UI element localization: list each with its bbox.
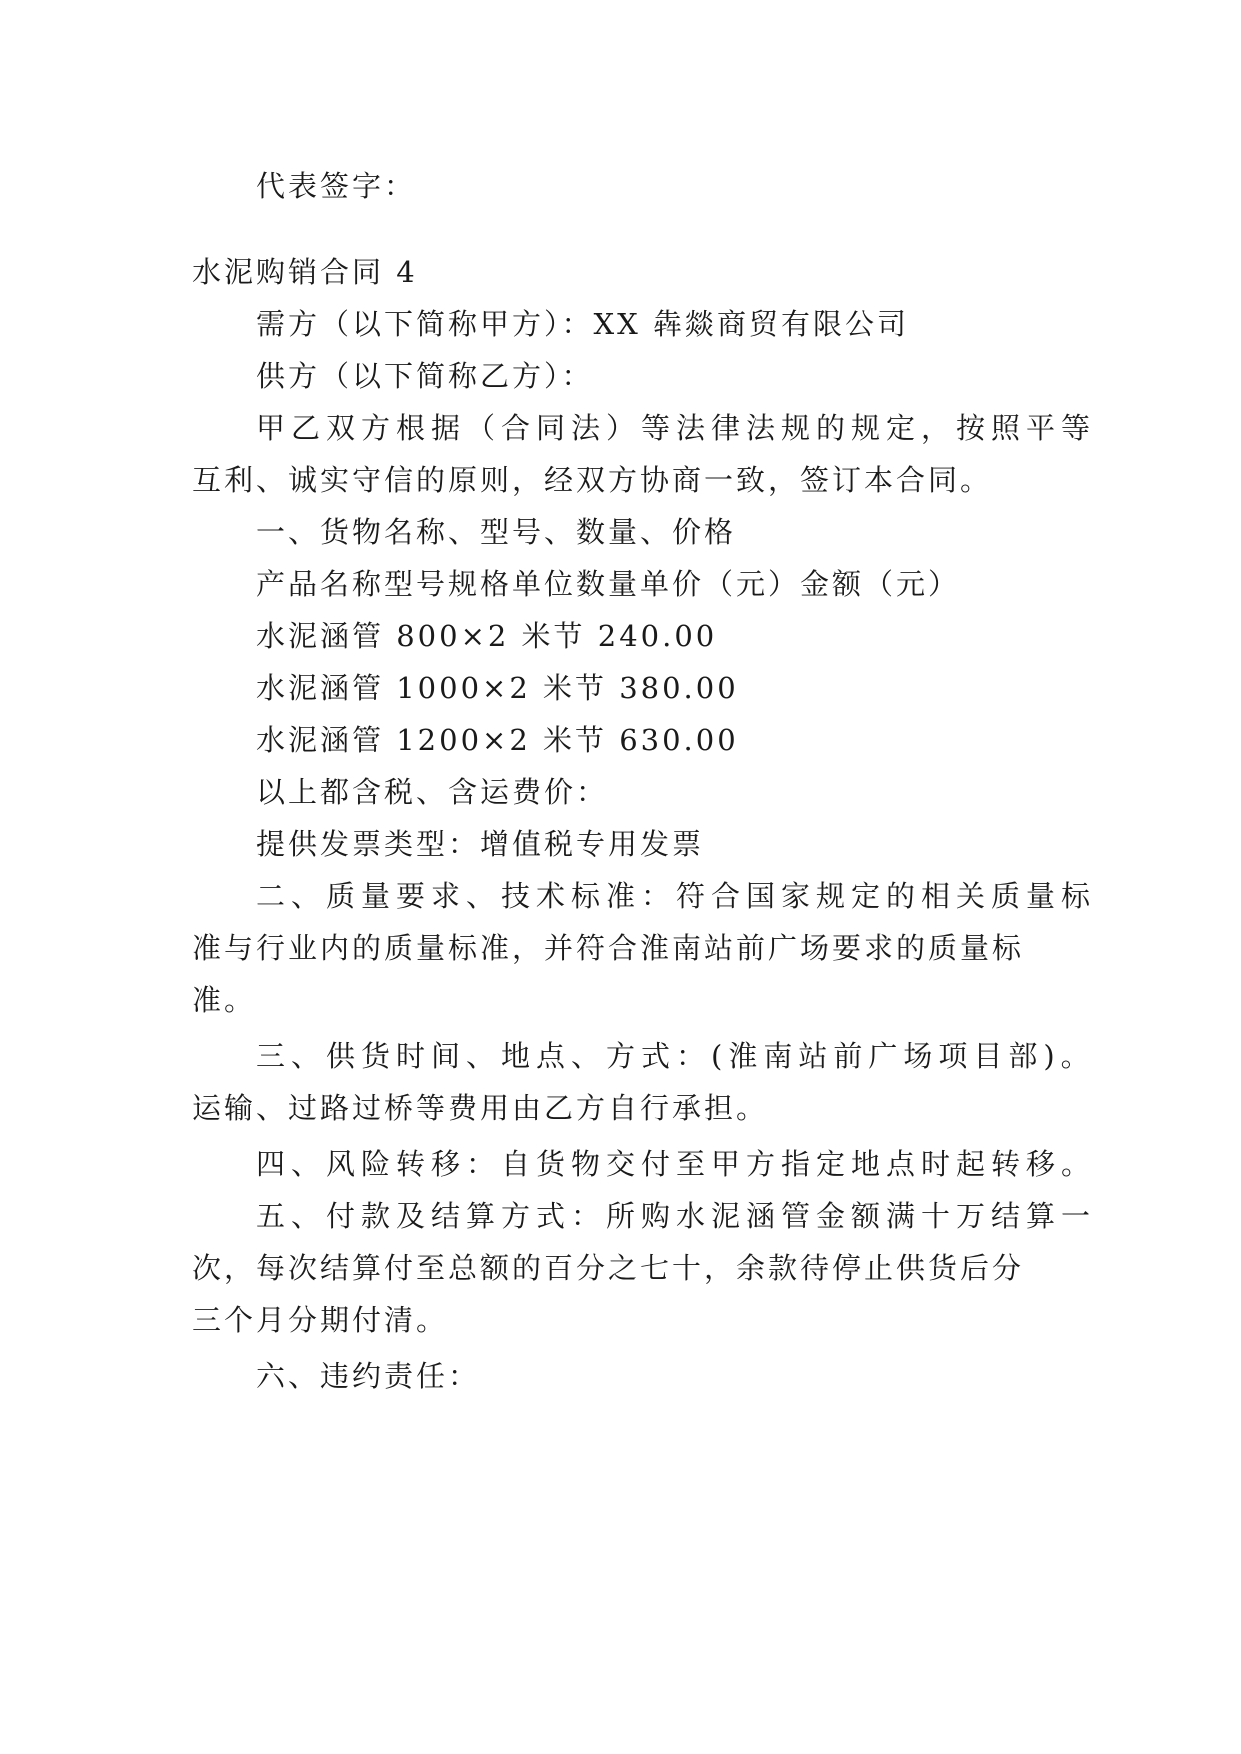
section-heading: 五、付款及结算方式：所购水泥涵管金额满十万结算一: [256, 1199, 1097, 1233]
paragraph-line: 甲乙双方根据（合同法）等法律法规的规定，按照平等: [256, 411, 1097, 445]
product-line: 水泥涵管 1200×2 米节 630.00: [256, 723, 739, 757]
paragraph-line: 准。: [192, 983, 257, 1017]
signature-line: 代表签字：: [256, 169, 417, 203]
section-heading: 一、货物名称、型号、数量、价格: [256, 515, 737, 549]
paragraph-line: 运输、过路过桥等费用由乙方自行承担。: [192, 1091, 769, 1125]
product-line: 水泥涵管 800×2 米节 240.00: [256, 619, 718, 653]
paragraph-line: 三个月分期付清。: [192, 1303, 449, 1337]
buyer-line: 需方（以下简称甲方）：XX 犇燚商贸有限公司: [256, 307, 910, 341]
paragraph-line: 次，每次结算付至总额的百分之七十，余款待停止供货后分: [192, 1251, 1025, 1285]
section-heading: 二、质量要求、技术标准：符合国家规定的相关质量标: [256, 879, 1097, 913]
contract-title: 水泥购销合同 4: [192, 255, 418, 289]
table-header-line: 产品名称型号规格单位数量单价（元）金额（元）: [256, 567, 961, 601]
paragraph-line: 准与行业内的质量标准，并符合淮南站前广场要求的质量标: [192, 931, 1025, 965]
section-heading: 六、违约责任：: [256, 1359, 481, 1393]
section-heading: 四、风险转移：自货物交付至甲方指定地点时起转移。: [256, 1147, 1097, 1181]
paragraph-line: 提供发票类型：增值税专用发票: [256, 827, 705, 861]
paragraph-line: 以上都含税、含运费价：: [256, 775, 609, 809]
paragraph-line: 互利、诚实守信的原则，经双方协商一致，签订本合同。: [192, 463, 993, 497]
product-line: 水泥涵管 1000×2 米节 380.00: [256, 671, 739, 705]
supplier-line: 供方（以下简称乙方）：: [256, 359, 594, 393]
section-heading: 三、供货时间、地点、方式：(淮南站前广场项目部)。: [256, 1039, 1096, 1073]
